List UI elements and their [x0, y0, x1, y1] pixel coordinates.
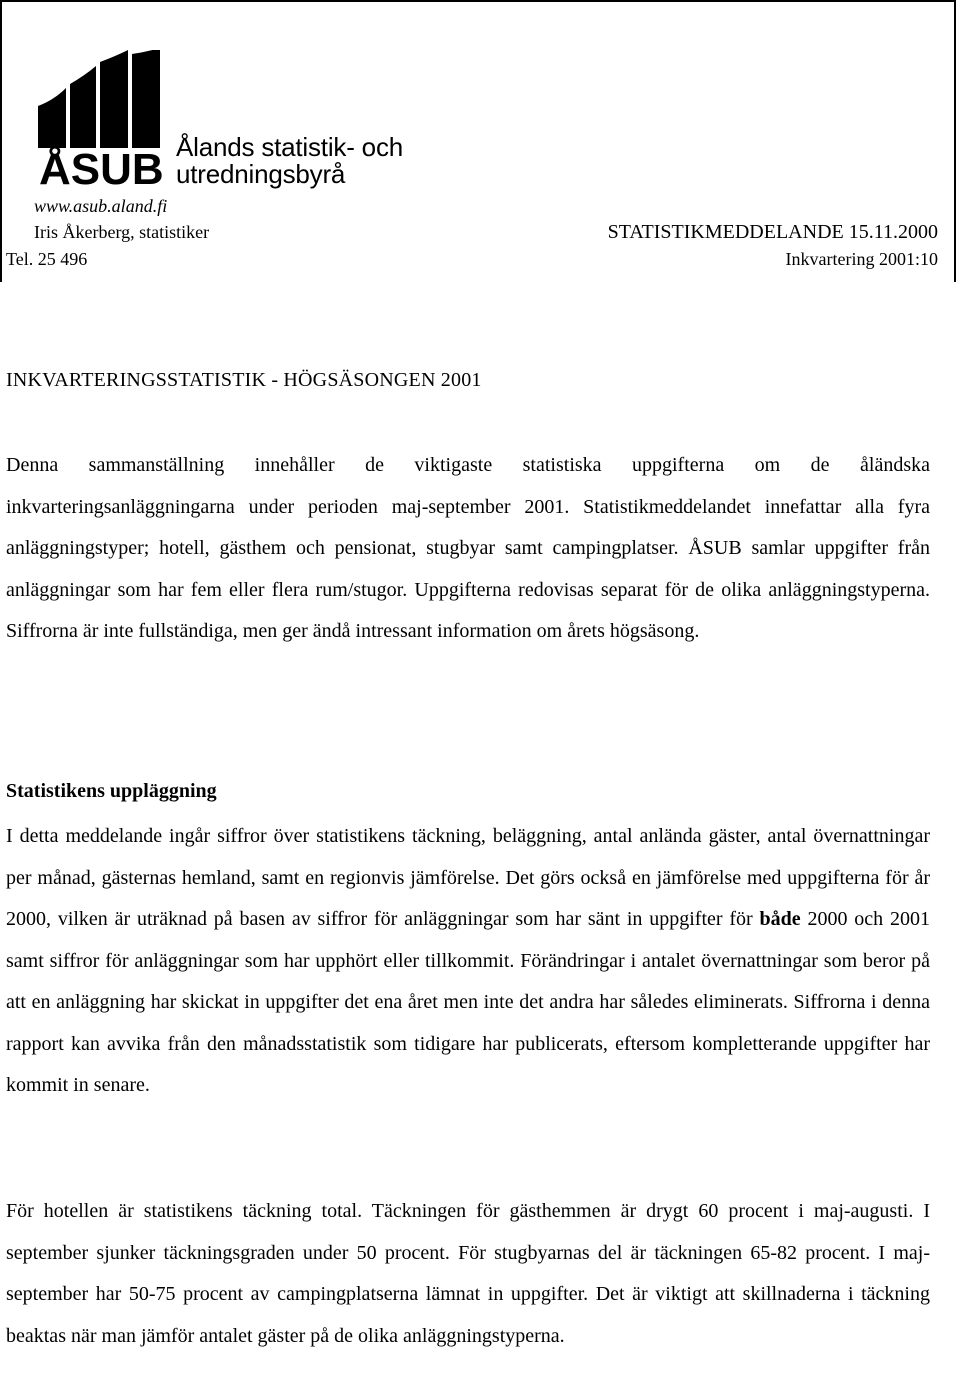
section-paragraph-2: För hotellen är statistikens täckning total. Täckningen för gästhemmen är drygt 60 procent i maj-augusti. I september sjunker täckningsgraden under 50 procent. För stugbyarnas del är täckningen 65-82 procent. I maj-september har 50-75 procent av campingplatserna lämnat in uppgifter. Det är viktigt att skillnaderna i täckning beaktas när man jämför antalet gäster på de olika anläggningstyperna. — [6, 1200, 930, 1347]
agency-name-line2: utredningsbyrå — [176, 159, 346, 189]
phone-line: Tel. 25 496 — [6, 249, 88, 269]
asub-logo — [34, 50, 164, 190]
section-heading: Statistikens uppläggning — [6, 780, 217, 802]
series-line: Inkvartering 2001:10 — [785, 249, 938, 269]
page-title: INKVARTERINGSSTATISTIK - HÖGSÄSONGEN 2001 — [6, 369, 482, 391]
section-text-bold: både — [759, 908, 801, 930]
agency-name — [176, 134, 403, 188]
bulletin-code: STATISTIKMEDDELANDE 15.11.2000 — [607, 221, 938, 243]
section-text-a: I detta meddelande ingår siffror över statistikens täckning, beläggning, antal anlända gäster, antal övernattningar per månad, gästernas hemland, samt en regionvis jämförelse. Det görs också en jämförelse med uppgifterna för år 2000, vilken är uträknad på basen av siffror för anläggningar som har sänt in uppgifter för — [6, 825, 930, 930]
logo-letters: ÅSUB — [39, 145, 164, 190]
section-text-b: 2000 och 2001 samt siffror för anläggningar som har upphört eller tillkommit. Förändringar i antalet övernattningar som beror på att en anläggning har skickat in uppgifter det ena året men inte det andra har således eliminerats. Siffrorna i denna rapport kan avvika från den månadsstatistik som tidigare har publicerats, eftersom kompletterande uppgifter har kommit in senare. — [6, 908, 930, 1096]
section-paragraph-1 — [6, 816, 930, 1107]
website-link[interactable]: www.asub.aland.fi — [34, 196, 168, 216]
bulletin-block — [608, 219, 938, 273]
contact-block — [6, 219, 210, 273]
intro-paragraph: Denna sammanställning innehåller de viktigaste statistiska uppgifterna om de åländska inkvarteringsanläggningarna under perioden maj-september 2001. Statistikmeddelandet innefattar alla fyra anläggningstyper; hotell, gästhem och pensionat, stugbyar samt campingplatser. ÅSUB samlar uppgifter från anläggningar som har fem eller flera rum/stugor. Uppgifterna redovisas separat för de olika anläggningstyperna. Siffrorna är inte fullständiga, men ger ändå intressant information om årets högsäsong. — [6, 454, 930, 642]
agency-name-line1: Ålands statistik- och — [176, 132, 404, 162]
author-line: Iris Åkerberg, statistiker — [34, 222, 210, 242]
